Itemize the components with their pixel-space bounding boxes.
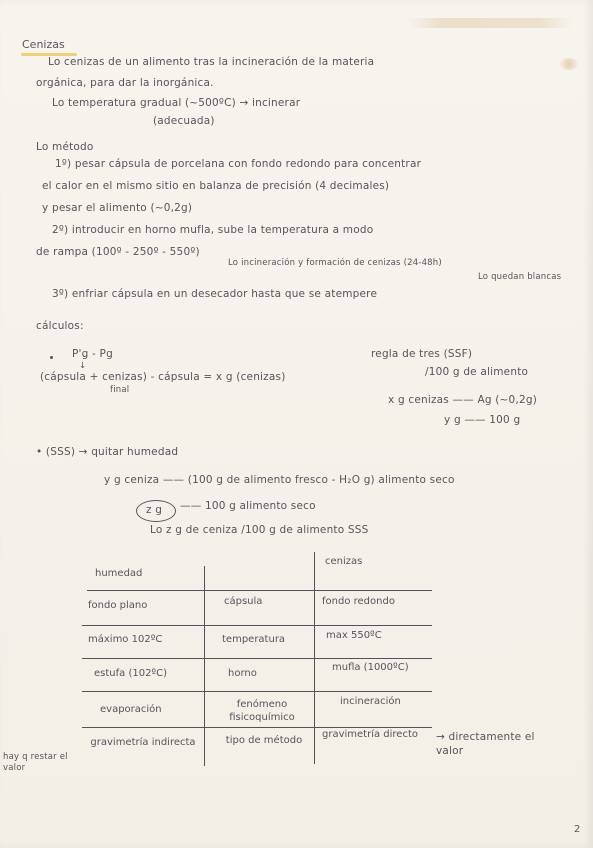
- sss-line-2: y g ceniza —— (100 g de alimento fresco - H₂O g) alimento seco: [104, 474, 455, 486]
- cell-r4-c1: evaporación: [100, 704, 162, 715]
- sss-circled-text: z g: [146, 504, 163, 516]
- intro-line-2: orgánica, para dar la inorgánica.: [36, 77, 214, 89]
- metodo-heading: Lo método: [36, 141, 94, 153]
- metodo-line-7: 3º) enfriar cápsula en un desecador hasta que se atempere: [52, 288, 378, 300]
- side-note-left: hay q restar el valor: [3, 752, 68, 773]
- cell-r3-c1: estufa (102ºC): [94, 668, 168, 679]
- tape-mark: [408, 18, 573, 28]
- cell-r5-c3: gravimetría directo: [322, 729, 419, 740]
- metodo-line-2: el calor en el mismo sitio en balanza de precisión (4 decimales): [42, 180, 390, 192]
- calculos-heading: cálculos:: [36, 320, 84, 332]
- cell-r2-c3: max 550ºC: [326, 630, 382, 641]
- regla-line-2: x g cenizas —— Ag (~0,2g): [388, 394, 537, 406]
- regla-line-1: /100 g de alimento: [425, 366, 529, 378]
- metodo-line-6b: Lo quedan blancas: [478, 272, 562, 282]
- formula-top: P'g - Pg: [72, 348, 113, 360]
- cell-r5-c2: tipo de método: [225, 735, 303, 746]
- table-header-humedad: humedad: [95, 568, 143, 579]
- metodo-line-5: de rampa (100º - 250º - 550º): [36, 246, 200, 258]
- metodo-line-6: Lo incineración y formación de cenizas (24-48h): [228, 258, 442, 268]
- page-title: Cenizas: [22, 38, 65, 51]
- intro-line-4: (adecuada): [153, 115, 215, 127]
- sss-line-1: • (SSS) → quitar humedad: [36, 446, 179, 458]
- table-col-line-1: [204, 566, 205, 766]
- cell-r1-c1: fondo plano: [88, 600, 148, 611]
- table-header-line: [87, 590, 432, 591]
- intro-line-1: Lo cenizas de un alimento tras la incineración de la materia: [48, 56, 375, 68]
- table-header-cenizas: cenizas: [325, 556, 363, 567]
- metodo-line-3: y pesar el alimento (~0,2g): [42, 202, 193, 214]
- table-row-line-2: [82, 658, 432, 659]
- cell-r4-c3: incineración: [340, 696, 401, 707]
- sss-line-4: Lo z g de ceniza /100 g de alimento SSS: [150, 524, 369, 536]
- regla-title: regla de tres (SSF): [371, 348, 473, 360]
- cell-r2-c1: máximo 102ºC: [88, 634, 163, 645]
- table-row-line-1: [82, 625, 432, 626]
- metodo-line-1: 1º) pesar cápsula de porcelana con fondo redondo para concentrar: [55, 158, 422, 170]
- cell-r1-c2: cápsula: [224, 596, 263, 607]
- bullet-dot: [50, 356, 53, 359]
- formula-final: final: [110, 385, 130, 395]
- page-number: 2: [574, 824, 581, 835]
- sss-line-3: —— 100 g alimento seco: [180, 500, 316, 512]
- intro-line-3: Lo temperatura gradual (~500ºC) → incinerar: [52, 97, 301, 109]
- metodo-line-4: 2º) introducir en horno mufla, sube la temperatura a modo: [52, 224, 374, 236]
- cell-r2-c2: temperatura: [222, 634, 286, 645]
- cell-r3-c3: mufla (1000ºC): [332, 662, 409, 673]
- formula-line: (cápsula + cenizas) - cápsula = x g (cenizas): [40, 371, 286, 383]
- cell-r3-c2: horno: [228, 668, 257, 679]
- side-note-right: → directamente el valor: [436, 731, 535, 757]
- cell-r4-c2: fenómeno fisicoquímico: [229, 699, 295, 723]
- cell-r1-c3: fondo redondo: [322, 596, 395, 607]
- regla-line-3: y g —— 100 g: [444, 414, 521, 426]
- stain-mark: [560, 58, 578, 70]
- formula-arrow: ↓: [79, 361, 87, 371]
- cell-r5-c1: gravimetría indirecta: [90, 737, 196, 748]
- table-row-line-3: [82, 691, 432, 692]
